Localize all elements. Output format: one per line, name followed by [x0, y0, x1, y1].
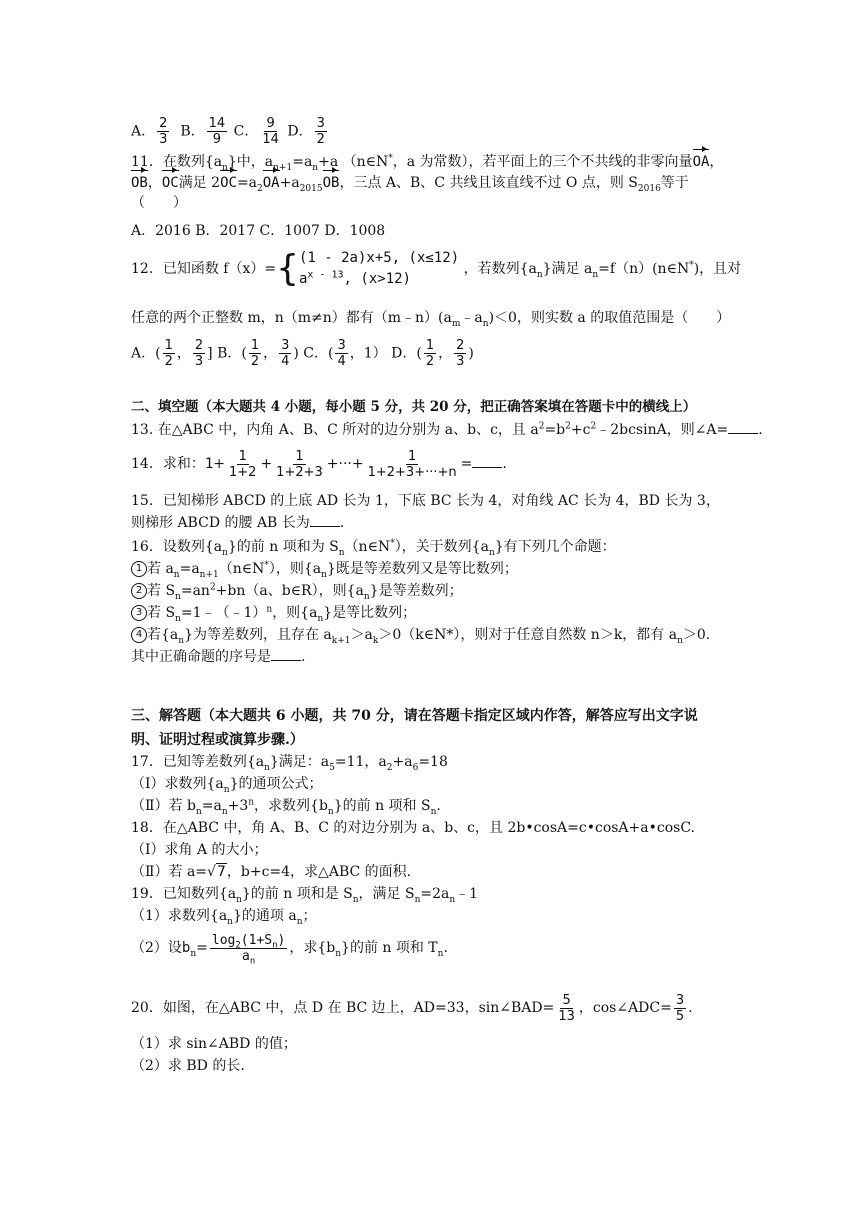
q15-line1: 15．已知梯形 ABCD 的上底 AD 长为 1，下底 BC 长为 4，对角线 AC 长为 4，BD 长为 3， — [131, 493, 720, 509]
q11-line2: OB，OC满足 $2OC=a_2OA+a_{2015}OB$，三点 A、B、C 共线且该直线不过 O 点，则 $S_{2016}$等于 — [131, 175, 689, 194]
q11-line1: 11．在数列$\{a_n\}$中，$a_{n+1}=a_n+a$ （n∈N*，a 为常数），若平面上的三个不共线的非零向量OA， — [131, 153, 724, 173]
q16-line1: 16．设数列$\{a_n\}$的前 n 项和为 $S_n(n\in N^*)$，关于数列$\{a_n\}$有下列几个命题： — [131, 538, 616, 558]
q20-line3: （2）求 BD 的长. — [131, 1058, 245, 1074]
q18-line1: 18．在△ABC 中，角 A、B、C 的对边分别为 a、b、c，且 2b•cosA=c•cosA+a•cosC. — [131, 820, 695, 836]
q17-line3: （Ⅱ）若 $b_n=a_n+3^n$，求数列$\{b_n\}$的前 n 项和 $S_n$. — [131, 797, 441, 817]
q17-line1: 17．已知等差数列$\{a_n\}$满足：$a_5=11$，$a_2+a_6=18$ — [131, 754, 448, 773]
fraction-c: $\frac{9}{14}$ — [262, 116, 279, 147]
q16-proposition-2: 2 若 $S_n=an^2+bn(a$、b∈R），则$\{a_n\}$是等差数列； — [131, 581, 463, 601]
q18-line2: （Ⅰ）求角 A 的大小； — [131, 842, 268, 858]
q12-line2: 任意的两个正整数 m，n（m≠n）都有$(m﹣n)(a_m﹣a_n)<0$，则实数 a 的取值范围是（ ） — [131, 310, 731, 329]
vector-oc: OC — [161, 175, 179, 191]
q19-line2: （1）求数列$\{a_n\}$的通项 $a_n$； — [131, 908, 317, 927]
q11-paren: （ ） — [131, 195, 187, 211]
answer-blank — [728, 421, 758, 434]
section-3-heading-2: 明、证明过程或演算步骤.） — [131, 732, 304, 748]
q18-line3: （Ⅱ）若 a=√7，b+c=4，求△ABC 的面积. — [131, 864, 412, 880]
sqrt-7: √7 — [207, 864, 226, 880]
vector-oa: OA — [692, 154, 710, 170]
q12-line1: 12．已知函数 f（x）={ (1 - 2a)x+5, (x≤12) $a^{x - 13}$, (x>12) ，若数列$\{a_n\}$满足 $a_n=f(n)(n\in N^*)$，且对 — [131, 248, 742, 289]
q10-options: A． $\frac{2}{3}$ B． $\frac{14}{9}$ C． $\frac{9}{14}$ D． $\frac{3}{2}$ — [131, 116, 325, 147]
q14: 14．求和：1+ $\frac{1}{1+2}$ + $\frac{1}{1+2+3}$ +···+ $\frac{1}{1+2+3+\cdot\cdot\cdot+n}$ = . — [131, 448, 507, 480]
q16-proposition-4: 4 若$\{a_n\}$为等差数列，且存在 $a_{k+1}>a_k>0(k\in N*)$，则对于任意自然数 n＞k，都有 $a_n>0$. — [131, 625, 710, 645]
q15-line2: 则梯形 ABCD 的腰 AB 长为 . — [131, 515, 345, 531]
piecewise-function: (1 - 2a)x+5, (x≤12) $a^{x - 13}$, (x>12) — [298, 250, 460, 287]
fraction-d: $\frac{3}{2}$ — [316, 116, 325, 147]
answer-blank — [310, 514, 340, 527]
q20-line2: （1）求 sin∠ABD 的值； — [131, 1036, 297, 1052]
q20-line1: 20．如图，在△ABC 中，点 D 在 BC 边上，AD=33，sin∠BAD= $\frac{5}{13}$ ，cos∠ADC= $\frac{3}{5}$ . — [131, 992, 693, 1024]
fraction-b: $\frac{14}{9}$ — [208, 116, 226, 147]
q17-line2: （Ⅰ）求数列$\{a_n\}$的通项公式； — [131, 776, 323, 795]
fraction-a: $\frac{2}{3}$ — [159, 116, 168, 147]
section-3-heading: 三、解答题（本大题共 6 小题，共 70 分，请在答题卡指定区域内作答，解答应写出文字说 — [131, 708, 698, 724]
left-brace: { — [276, 248, 299, 289]
q13: 13. 在△ABC 中，内角 A、B、C 所对的边分别为 a、b、c，且 $a^2=b^2+c^2﹣2bcsinA$，则∠A= . — [131, 421, 763, 438]
vector-ob: OB — [131, 175, 148, 191]
q19-line3: （2）设$b_n=$ $\frac{\log_2(1+S_n)}{a_n}$ ，求$\{b_n\}$的前 n 项和 $T_n$. — [131, 932, 448, 967]
q16-last: 其中正确命题的序号是 . — [131, 649, 306, 665]
q16-proposition-1: 1 若 $a_n=a_{n+1}(n\in N^*)$，则$\{a_n\}$既是等差数列又是等比数列； — [131, 559, 518, 579]
section-2-heading: 二、填空题（本大题共 4 小题，每小题 5 分，共 20 分，把正确答案填在答题卡中的横线上） — [131, 399, 697, 415]
q12-options: A．( $\frac{1}{2}$ ， $\frac{2}{3}$ ] B．( $\frac{1}{2}$ ， $\frac{3}{4}$ ) C．( $\frac{3}{4}$ ，1） D．( $\frac{1}{2}$ ， $\frac{2}{3}$ ) — [131, 338, 474, 369]
q11-options: A．2016 B．2017 C．1007 D．1008 — [131, 223, 386, 239]
answer-blank — [472, 455, 502, 468]
q19-line1: 19．已知数列$\{a_n\}$的前 n 项和是 $S_n$，满足 $S_n=2a_n﹣1$ — [131, 886, 479, 905]
q16-proposition-3: 3 若 $S_n=1﹣(﹣1)^n$，则$\{a_n\}$是等比数列； — [131, 603, 416, 623]
answer-blank — [271, 648, 301, 661]
